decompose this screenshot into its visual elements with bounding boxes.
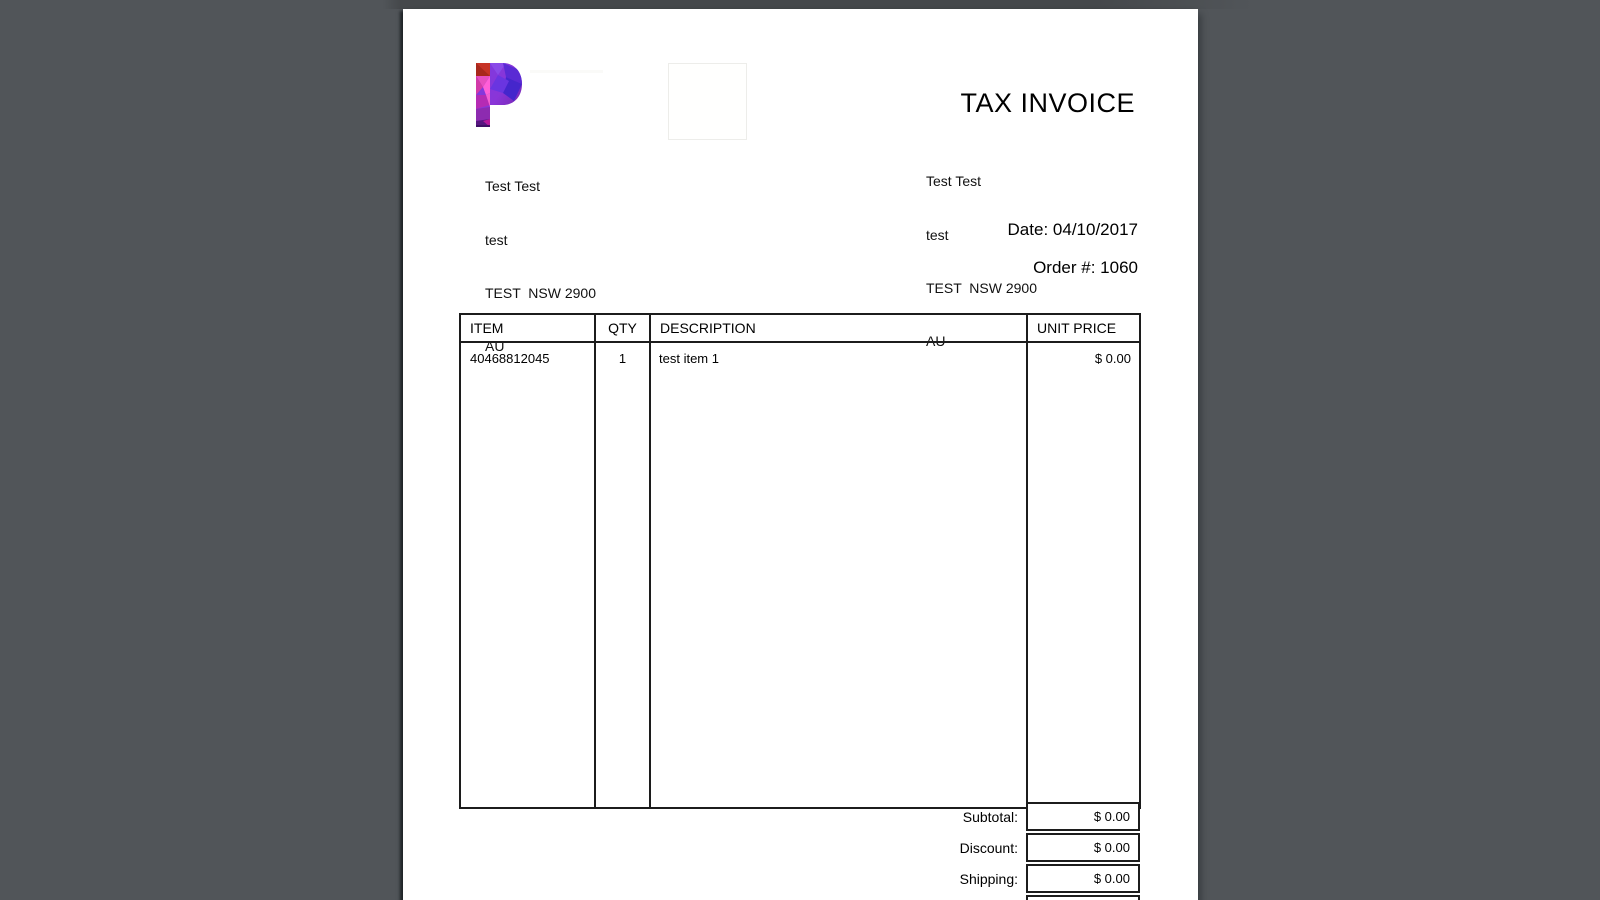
order-number-label: Order #: — [1033, 258, 1096, 277]
seller-address-line: test — [485, 231, 508, 248]
company-logo-p — [476, 63, 522, 127]
header-unit-price: UNIT PRICE — [1027, 314, 1140, 342]
buyer-address-line: TEST NSW 2900 — [926, 279, 1038, 296]
seller-address-line: AU — [485, 337, 505, 354]
discount-row — [960, 833, 1140, 862]
faint-logo-placeholder-box — [668, 63, 747, 140]
cell-unit-price: $ 0.00 — [1027, 342, 1140, 808]
cell-quantity: 1 — [595, 342, 650, 808]
buyer-address-line: AU — [926, 332, 946, 349]
subtotal-row — [963, 802, 1140, 831]
buyer-address-line: test — [926, 226, 949, 243]
faint-logo-smudge — [530, 70, 603, 73]
total-row-clipped — [1026, 895, 1140, 900]
invoice-title: TAX INVOICE — [960, 88, 1135, 118]
shipping-value-box — [1026, 864, 1140, 893]
table-header-row — [460, 314, 1140, 342]
discount-value: $ 0.00 — [1093, 840, 1130, 855]
line-items-table — [459, 313, 1141, 809]
cell-item-number: 40468812045 — [460, 342, 595, 808]
order-number-value: 1060 — [1100, 258, 1138, 277]
seller-address-line: Test Test — [485, 178, 540, 195]
viewer-top-shadow-band — [383, 0, 1253, 9]
subtotal-value: $ 0.00 — [1093, 809, 1130, 824]
discount-value-box — [1026, 833, 1140, 862]
subtotal-label: Subtotal: — [962, 808, 1018, 825]
seller-address-line: TEST NSW 2900 — [485, 284, 597, 301]
total-value-box-clipped — [1026, 895, 1140, 900]
header-item: ITEM — [460, 314, 595, 342]
subtotal-value-box — [1026, 802, 1140, 831]
header-description: DESCRIPTION — [650, 314, 1027, 342]
invoice-date — [1008, 220, 1138, 240]
invoice-date-label: Date: — [1007, 220, 1049, 239]
table-row — [460, 342, 1140, 808]
buyer-address-line: Test Test — [926, 173, 981, 190]
shipping-label: Shipping: — [959, 870, 1018, 887]
order-number — [1033, 258, 1138, 278]
header-qty: QTY — [595, 314, 650, 342]
invoice-page — [403, 9, 1198, 900]
cell-description: test item 1 — [650, 342, 1027, 808]
shipping-value: $ 0.00 — [1093, 871, 1130, 886]
shipping-row — [960, 864, 1140, 893]
invoice-date-value: 04/10/2017 — [1052, 220, 1138, 239]
discount-label: Discount: — [959, 839, 1018, 856]
